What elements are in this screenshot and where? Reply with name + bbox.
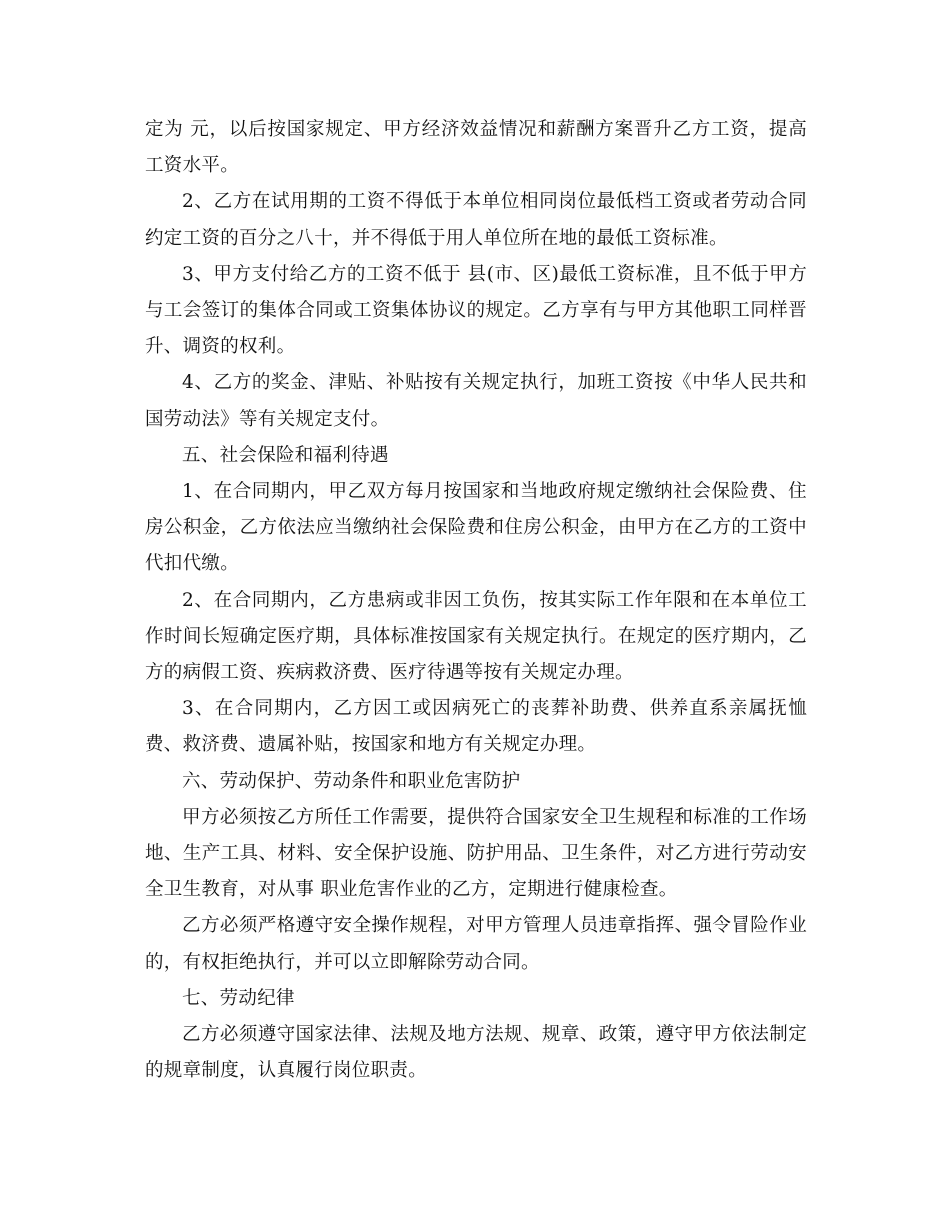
section-heading-6: 六、劳动保护、劳动条件和职业危害防护 <box>182 770 521 792</box>
section-heading-5: 五、社会保险和福利待遇 <box>182 444 389 466</box>
paragraph-5-1: 1、在合同期内，甲乙双方每月按国家和当地政府规定缴纳社会保险费、住房公积金，乙方依法应当缴纳社会保险费和住房公积金，由甲方在乙方的工资中代扣代缴。 <box>145 481 807 575</box>
paragraph-5-2: 2、在合同期内，乙方患病或非因工负伤，按其实际工作年限和在本单位工作时间长短确定医疗期，具体标准按国家有关规定执行。在规定的医疗期内，乙方的病假工资、疾病救济费、医疗待遇等按有关规定办理。 <box>145 589 807 684</box>
paragraph-1: 定为 元，以后按国家规定、甲方经济效益情况和薪酬方案晋升乙方工资，提高工资水平。 <box>145 119 807 177</box>
section-heading-7: 七、劳动纪律 <box>182 987 295 1009</box>
paragraph-6-1: 甲方必须按乙方所任工作需要，提供符合国家安全卫生规程和标准的工作场地、生产工具、材料、安全保护设施、防护用品、卫生条件，对乙方进行劳动安全卫生教育，对从事 职业危害作业的乙方，定期进行健康检查。 <box>145 806 807 901</box>
paragraph-2: 2、乙方在试用期的工资不得低于本单位相同岗位最低档工资或者劳动合同约定工资的百分之八十，并不得低于用人单位所在地的最低工资标准。 <box>145 191 807 249</box>
paragraph-4: 4、乙方的奖金、津贴、补贴按有关规定执行，加班工资按《中华人民共和国劳动法》等有关规定支付。 <box>145 372 807 430</box>
document-body <box>145 112 807 1089</box>
paragraph-3: 3、甲方支付给乙方的工资不低于 县(市、区)最低工资标准，且不低于甲方与工会签订的集体合同或工资集体协议的规定。乙方享有与甲方其他职工同样晋升、调资的权利。 <box>145 263 807 358</box>
paragraph-7-1: 乙方必须遵守国家法律、法规及地方法规、规章、政策，遵守甲方依法制定的规章制度，认真履行岗位职责。 <box>145 1024 807 1082</box>
paragraph-5-3: 3、在合同期内，乙方因工或因病死亡的丧葬补助费、供养直系亲属抚恤费、救济费、遗属补贴，按国家和地方有关规定办理。 <box>145 698 807 756</box>
paragraph-6-2: 乙方必须严格遵守安全操作规程，对甲方管理人员违章指挥、强令冒险作业的，有权拒绝执行，并可以立即解除劳动合同。 <box>145 915 807 973</box>
